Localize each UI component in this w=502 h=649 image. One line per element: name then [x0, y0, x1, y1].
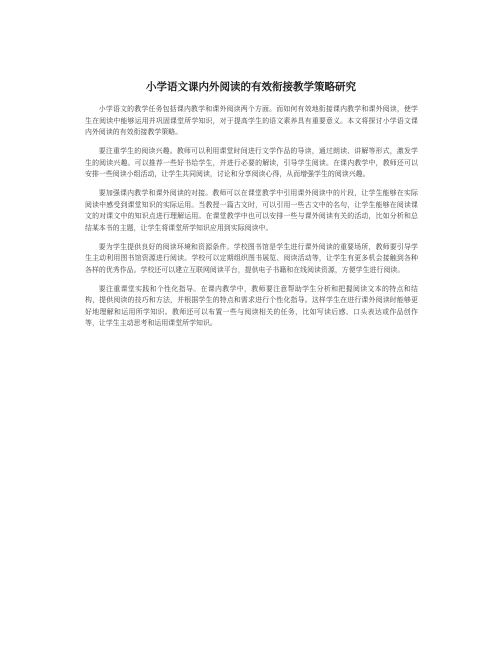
document-body — [85, 104, 418, 337]
paragraph-1: 小学语文的教学任务包括课内教学和课外阅读两个方面。而如何有效地衔接课内教学和课外阅读，使学生在阅读中能够运用并巩固课堂所学知识，对于提高学生的语文素养具有重要意义。本文将探讨小学语文课内外阅读的有效衔接教学策略。 — [85, 105, 418, 136]
paragraph-4: 要为学生提供良好的阅读环境和资源条件。学校图书馆是学生进行课外阅读的重要场所，教师要引导学生主动利用图书馆资源进行阅读。学校可以定期组织图书展览、阅读活动等，让学生有更多机会接触到各种各样的优秀作品。学校还可以建立互联网阅读平台，提供电子书籍和在线阅读资源，方便学生进行阅读。 — [85, 242, 418, 274]
paragraph-5: 要注重课堂实践和个性化指导。在课内教学中，教师要注意帮助学生分析和把握阅读文本的特点和结构，提供阅读的技巧和方法，并根据学生的特点和需求进行个性化指导。这样学生在进行课外阅读时能够更好地理解和运用所学知识。教师还可以布置一些与阅读相关的任务，比如写读后感、口头表达或作品创作等，让学生主动思考和运用课堂所学知识。 — [85, 284, 418, 327]
document-title: 小学语文课内外阅读的有效衔接教学策略研究 — [146, 81, 356, 93]
paragraph-3: 要加强课内教学和课外阅读的对接。教师可以在课堂教学中引用课外阅读中的片段，让学生能够在实际阅读中感受到课堂知识的实际运用。当教授一篇古文时，可以引用一些古文中的名句，让学生能够在阅读课文的对课文中的知识点进行理解运用。在课堂教学中也可以安排一些与课外阅读有关的活动，比如分析和总结某本书的主题，让学生将课堂所学知识应用到实际阅读中。 — [85, 189, 418, 232]
paragraph-2: 要注重学生的阅读兴趣。教师可以利用课堂时间进行文学作品的导读，通过朗读、讲解等形式，激发学生的阅读兴趣。可以推荐一些好书给学生，并进行必要的解读，引导学生阅读。在课内教学中，教师还可以安排一些阅读小组活动，让学生共同阅读，讨论和分享阅读心得，从而增强学生的阅读兴趣。 — [85, 147, 418, 178]
